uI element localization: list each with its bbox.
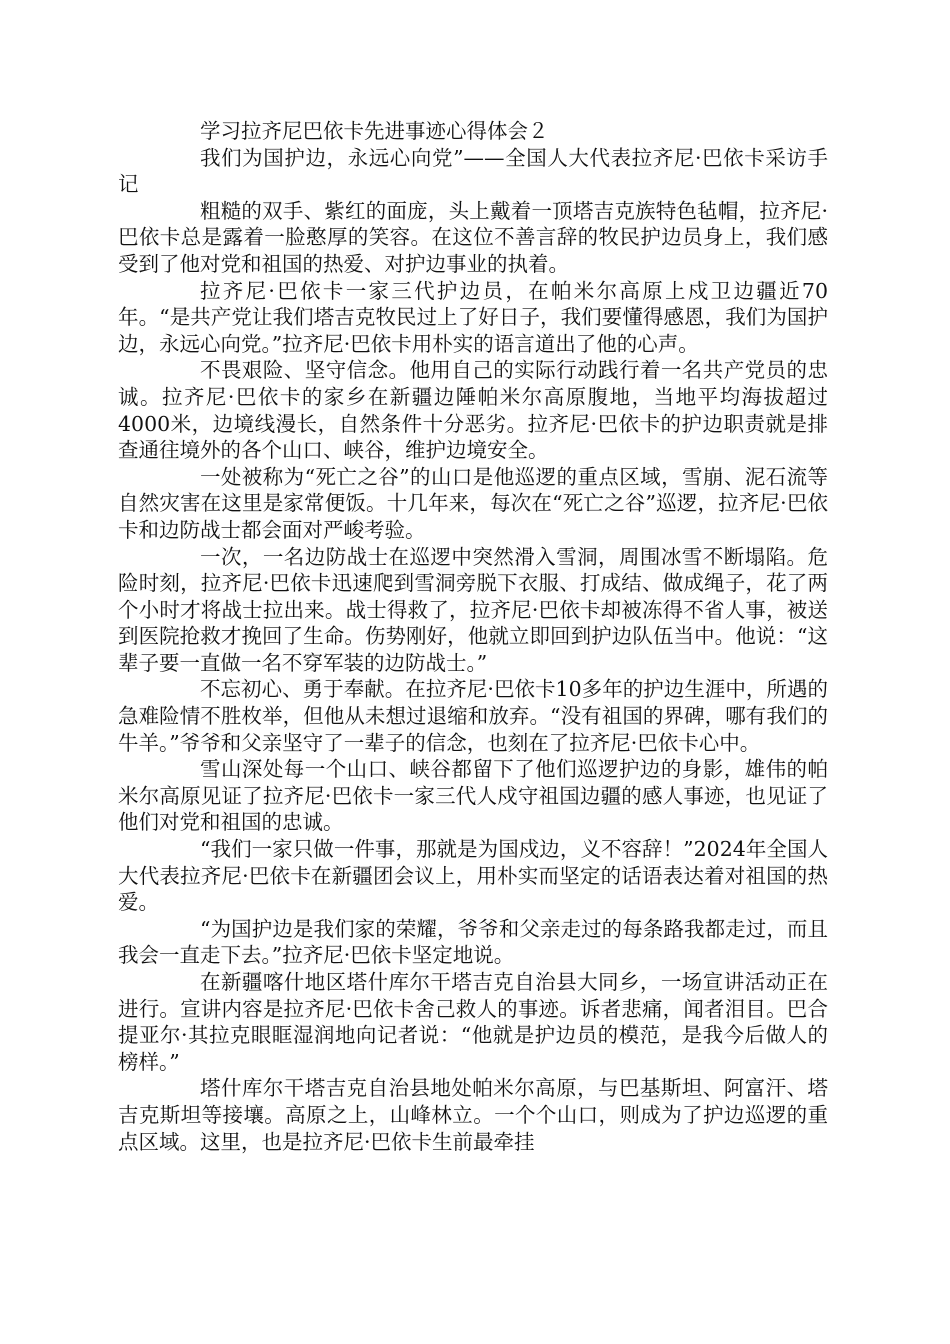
paragraph: “我们一家只做一件事，那就是为国戍边，义不容辞！”2024年全国人大代表拉齐尼·巴依卡在新疆团会议上，用朴实而坚定的话语表达着对祖国的热爱。	[118, 837, 828, 915]
paragraph: 拉齐尼·巴依卡一家三代护边员，在帕米尔高原上戍卫边疆近70年。“是共产党让我们塔吉克牧民过上了好日子，我们要懂得感恩，我们为国护边，永远心向党。”拉齐尼·巴依卡用朴实的语言道出了他的心声。	[118, 278, 828, 356]
paragraph: 不畏艰险、坚守信念。他用自己的实际行动践行着一名共产党员的忠诚。拉齐尼·巴依卡的家乡在新疆边陲帕米尔高原腹地，当地平均海拔超过4000米，边境线漫长，自然条件十分恶劣。拉齐尼·巴依卡的护边职责就是排查通往境外的各个山口、峡谷，维护边境安全。	[118, 358, 828, 463]
paragraph: “为国护边是我们家的荣耀，爷爷和父亲走过的每条路我都走过，而且我会一直走下去。”拉齐尼·巴依卡坚定地说。	[118, 916, 828, 968]
paragraph: 在新疆喀什地区塔什库尔干塔吉克自治县大同乡，一场宣讲活动正在进行。宣讲内容是拉齐尼·巴依卡舍己救人的事迹。诉者悲痛，闻者泪目。巴合提亚尔·其拉克眼眶湿润地向记者说：“他就是护边员的模范，是我今后做人的榜样。”	[118, 970, 828, 1074]
paragraph: 一处被称为“死亡之谷”的山口是他巡逻的重点区域，雪崩、泥石流等自然灾害在这里是家常便饭。十几年来，每次在“死亡之谷”巡逻，拉齐尼·巴依卡和边防战士都会面对严峻考验。	[118, 464, 828, 542]
paragraph: 雪山深处每一个山口、峡谷都留下了他们巡逻护边的身影，雄伟的帕米尔高原见证了拉齐尼·巴依卡一家三代人戍守祖国边疆的感人事迹，也见证了他们对党和祖国的忠诚。	[118, 757, 828, 835]
paragraph: 一次，一名边防战士在巡逻中突然滑入雪洞，周围冰雪不断塌陷。危险时刻，拉齐尼·巴依卡迅速爬到雪洞旁脱下衣服、打成结、做成绳子，花了两个小时才将战士拉出来。战士得救了，拉齐尼·巴依卡却被冻得不省人事，被送到医院抢救才挽回了生命。伤势刚好，他就立即回到护边队伍当中。他说：“这辈子要一直做一名不穿军装的边防战士。”	[118, 544, 828, 675]
document-body	[118, 118, 828, 1155]
document-title: 学习拉齐尼巴依卡先进事迹心得体会２	[200, 119, 549, 143]
paragraph: 塔什库尔干塔吉克自治县地处帕米尔高原，与巴基斯坦、阿富汗、塔吉克斯坦等接壤。高原之上，山峰林立。一个个山口，则成为了护边巡逻的重点区域。这里，也是拉齐尼·巴依卡生前最牵挂	[118, 1076, 828, 1154]
document-subtitle: 我们为国护边，永远心向党”——全国人大代表拉齐尼·巴依卡采访手记	[118, 145, 828, 197]
paragraph: 粗糙的双手、紫红的面庞，头上戴着一顶塔吉克族特色毡帽，拉齐尼·巴依卡总是露着一脸憨厚的笑容。在这位不善言辞的牧民护边员身上，我们感受到了他对党和祖国的热爱、对护边事业的执着。	[118, 198, 828, 276]
paragraph: 不忘初心、勇于奉献。在拉齐尼·巴依卡10多年的护边生涯中，所遇的急难险情不胜枚举，但他从未想过退缩和放弃。“没有祖国的界碑，哪有我们的牛羊。”爷爷和父亲坚守了一辈子的信念，也刻在了拉齐尼·巴依卡心中。	[118, 677, 828, 755]
